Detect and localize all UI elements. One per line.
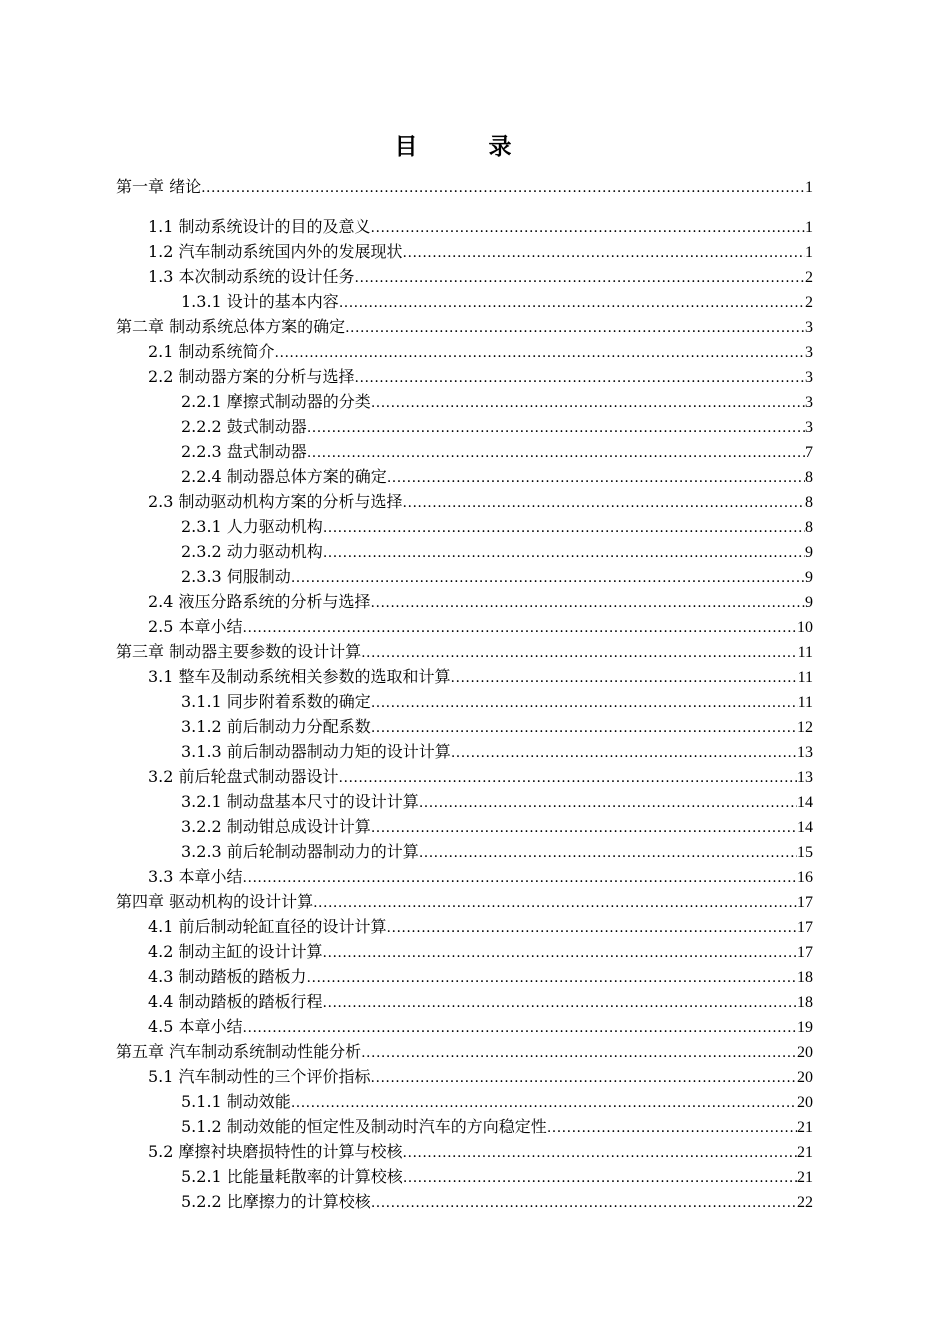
toc-page-number: 21 (797, 1169, 813, 1186)
dot-leader (361, 1041, 797, 1066)
toc-entry[interactable] (116, 714, 813, 739)
toc-page-number: 1 (805, 244, 813, 261)
toc-entry[interactable] (116, 789, 813, 814)
toc-entry[interactable] (116, 1014, 813, 1039)
dot-leader (451, 741, 797, 766)
toc-entry-title: 5.1 汽车制动性的三个评价指标 (148, 1067, 371, 1086)
toc-entry-title: 2.3.3 伺服制动 (181, 567, 291, 586)
toc-entry-title: 5.2 摩擦衬块磨损特性的计算与校核 (148, 1142, 403, 1161)
toc-entry[interactable] (116, 314, 813, 339)
toc-entry-title: 3.1.2 前后制动力分配系数 (181, 717, 371, 736)
toc-entry-title: 1.3 本次制动系统的设计任务 (148, 267, 355, 286)
toc-entry[interactable] (116, 1064, 813, 1089)
dot-leader (361, 641, 798, 666)
toc-entry-title: 5.1.2 制动效能的恒定性及制动时汽车的方向稳定性 (181, 1117, 547, 1136)
toc-entry[interactable] (116, 589, 813, 614)
dot-leader (323, 991, 797, 1016)
toc-page-number: 14 (797, 819, 813, 836)
toc-entry-title: 2.2.2 鼓式制动器 (181, 417, 307, 436)
toc-entry[interactable] (116, 264, 813, 289)
dot-leader (307, 441, 805, 466)
toc-entry[interactable] (116, 489, 813, 514)
toc-entry[interactable] (116, 339, 813, 364)
toc-page-number: 17 (797, 944, 813, 961)
dot-leader (371, 391, 805, 416)
toc-entry[interactable] (116, 839, 813, 864)
toc-entry[interactable] (116, 864, 813, 889)
dot-leader (371, 216, 805, 241)
dot-leader (371, 691, 798, 716)
dot-leader (345, 316, 805, 341)
toc-entry[interactable] (116, 539, 813, 564)
toc-page-number: 17 (797, 919, 813, 936)
toc-entry[interactable] (116, 1164, 813, 1189)
dot-leader (243, 866, 797, 891)
toc-entry-title: 2.3.1 人力驱动机构 (181, 517, 323, 536)
toc-page-number: 12 (797, 719, 813, 736)
toc-entry[interactable] (116, 1189, 813, 1214)
toc-entry-title: 4.5 本章小结 (148, 1017, 243, 1036)
toc-page-number: 22 (797, 1194, 813, 1211)
toc-entry[interactable] (116, 664, 813, 689)
dot-leader (371, 591, 805, 616)
dot-leader (291, 566, 805, 591)
toc-entry-title: 3.2 前后轮盘式制动器设计 (148, 767, 339, 786)
toc-page-number: 8 (805, 519, 813, 536)
dot-leader (419, 791, 797, 816)
toc-entry[interactable] (116, 289, 813, 314)
dot-leader (403, 1141, 797, 1166)
dot-leader (387, 916, 797, 941)
dot-leader (403, 1166, 797, 1191)
toc-page-number: 20 (797, 1069, 813, 1086)
toc-page-number: 10 (797, 619, 813, 636)
toc-page-number: 8 (805, 469, 813, 486)
toc-entry-title: 3.2.3 前后轮制动器制动力的计算 (181, 842, 419, 861)
dot-leader (307, 966, 797, 991)
toc-page-number: 16 (797, 869, 813, 886)
toc-page-number: 9 (805, 544, 813, 561)
toc-entry[interactable] (116, 889, 813, 914)
toc-entry[interactable] (116, 239, 813, 264)
toc-entry[interactable] (116, 214, 813, 239)
toc-entry[interactable] (116, 639, 813, 664)
toc-entry[interactable] (116, 174, 813, 199)
dot-leader (403, 241, 805, 266)
toc-page-number: 3 (805, 419, 813, 436)
toc-entry-title: 2.3.2 动力驱动机构 (181, 542, 323, 561)
toc-entry[interactable] (116, 389, 813, 414)
toc-entry[interactable] (116, 464, 813, 489)
dot-leader (243, 1016, 797, 1041)
toc-entry-title: 2.2.3 盘式制动器 (181, 442, 307, 461)
toc-entry[interactable] (116, 964, 813, 989)
dot-leader (339, 291, 805, 316)
toc-page-number: 17 (797, 894, 813, 911)
toc-entry[interactable] (116, 939, 813, 964)
toc-entry-title: 1.3.1 设计的基本内容 (181, 292, 339, 311)
toc-page-number: 21 (797, 1144, 813, 1161)
toc-page-number: 11 (797, 644, 813, 661)
toc-entry[interactable] (116, 439, 813, 464)
dot-leader (313, 891, 797, 916)
toc-page-number: 7 (805, 444, 813, 461)
dot-leader (201, 176, 805, 201)
toc-entry-title: 3.1 整车及制动系统相关参数的选取和计算 (148, 667, 451, 686)
toc-title: 目 录 (394, 134, 536, 160)
toc-page-number: 11 (797, 669, 813, 686)
toc-page-number: 1 (805, 179, 813, 196)
toc-page-number: 18 (797, 969, 813, 986)
toc-entry-title: 2.1 制动系统简介 (148, 342, 275, 361)
toc-entry[interactable] (116, 814, 813, 839)
toc-entry-title: 1.1 制动系统设计的目的及意义 (148, 217, 371, 236)
toc-page-number: 3 (805, 369, 813, 386)
toc-entry[interactable] (116, 764, 813, 789)
toc-entry-title: 3.2.1 制动盘基本尺寸的设计计算 (181, 792, 419, 811)
toc-page-number: 19 (797, 1019, 813, 1036)
toc-page-number: 9 (805, 594, 813, 611)
toc-entry-title: 3.3 本章小结 (148, 867, 243, 886)
toc-page-number: 14 (797, 794, 813, 811)
toc-entry[interactable] (116, 989, 813, 1014)
dot-leader (371, 816, 797, 841)
toc-entry-title: 4.3 制动踏板的踏板力 (148, 967, 307, 986)
toc-entry-title: 3.2.2 制动钳总成设计计算 (181, 817, 371, 836)
toc-entry-title: 第三章 制动器主要参数的设计计算 (116, 642, 362, 661)
toc-entry[interactable] (116, 1114, 813, 1139)
dot-leader (323, 541, 805, 566)
toc-entry-title: 5.2.1 比能量耗散率的计算校核 (181, 1167, 403, 1186)
toc-entry[interactable] (116, 564, 813, 589)
toc-page-number: 20 (797, 1044, 813, 1061)
toc-page-number: 13 (797, 769, 813, 786)
toc-entry[interactable] (116, 689, 813, 714)
toc-entry-title: 2.2.1 摩擦式制动器的分类 (181, 392, 371, 411)
dot-leader (371, 1191, 797, 1216)
toc-entry-title: 2.3 制动驱动机构方案的分析与选择 (148, 492, 403, 511)
toc-page-number: 3 (805, 394, 813, 411)
toc-entry-title: 4.2 制动主缸的设计计算 (148, 942, 323, 961)
toc-page-number: 21 (797, 1119, 813, 1136)
toc-entry-title: 第五章 汽车制动系统制动性能分析 (116, 1042, 362, 1061)
toc-entry[interactable] (116, 914, 813, 939)
dot-leader (323, 516, 805, 541)
dot-leader (339, 766, 797, 791)
table-of-contents (116, 174, 813, 1214)
dot-leader (403, 491, 805, 516)
toc-page-number: 1 (805, 219, 813, 236)
toc-page-number: 8 (805, 494, 813, 511)
dot-leader (451, 666, 798, 691)
dot-leader (355, 266, 805, 291)
toc-entry[interactable] (116, 1139, 813, 1164)
toc-page-number: 2 (805, 269, 813, 286)
toc-entry-title: 2.5 本章小结 (148, 617, 243, 636)
dot-leader (355, 366, 805, 391)
toc-entry-title: 5.2.2 比摩擦力的计算校核 (181, 1192, 371, 1211)
toc-entry[interactable] (116, 1039, 813, 1064)
dot-leader (371, 1066, 797, 1091)
dot-leader (323, 941, 797, 966)
dot-leader (419, 841, 797, 866)
dot-leader (291, 1091, 797, 1116)
dot-leader (307, 416, 805, 441)
toc-entry-title: 4.4 制动踏板的踏板行程 (148, 992, 323, 1011)
toc-entry-title: 第一章 绪论 (116, 177, 202, 196)
toc-entry-title: 2.2 制动器方案的分析与选择 (148, 367, 355, 386)
toc-page-number: 9 (805, 569, 813, 586)
dot-leader (275, 341, 805, 366)
toc-page-number: 20 (797, 1094, 813, 1111)
toc-page-number: 3 (805, 319, 813, 336)
dot-leader (371, 716, 797, 741)
toc-entry-title: 1.2 汽车制动系统国内外的发展现状 (148, 242, 403, 261)
toc-page-number: 13 (797, 744, 813, 761)
dot-leader (243, 616, 797, 641)
toc-entry[interactable] (116, 514, 813, 539)
toc-page-number: 15 (797, 844, 813, 861)
toc-entry[interactable] (116, 364, 813, 389)
dot-leader (387, 466, 805, 491)
toc-entry[interactable] (116, 614, 813, 639)
toc-entry[interactable] (116, 414, 813, 439)
toc-page-number: 11 (797, 694, 813, 711)
toc-entry[interactable] (116, 1089, 813, 1114)
toc-page-number: 18 (797, 994, 813, 1011)
toc-entry-title: 5.1.1 制动效能 (181, 1092, 291, 1111)
dot-leader (547, 1116, 797, 1141)
toc-entry[interactable] (116, 739, 813, 764)
toc-page-number: 3 (805, 344, 813, 361)
toc-entry-title: 4.1 前后制动轮缸直径的设计计算 (148, 917, 387, 936)
toc-entry-title: 3.1.3 前后制动器制动力矩的设计计算 (181, 742, 451, 761)
toc-entry-title: 第二章 制动系统总体方案的确定 (116, 317, 346, 336)
toc-entry-title: 2.4 液压分路系统的分析与选择 (148, 592, 371, 611)
toc-page-number: 2 (805, 294, 813, 311)
toc-entry-title: 2.2.4 制动器总体方案的确定 (181, 467, 387, 486)
toc-entry-title: 第四章 驱动机构的设计计算 (116, 892, 314, 911)
toc-entry-title: 3.1.1 同步附着系数的确定 (181, 692, 371, 711)
